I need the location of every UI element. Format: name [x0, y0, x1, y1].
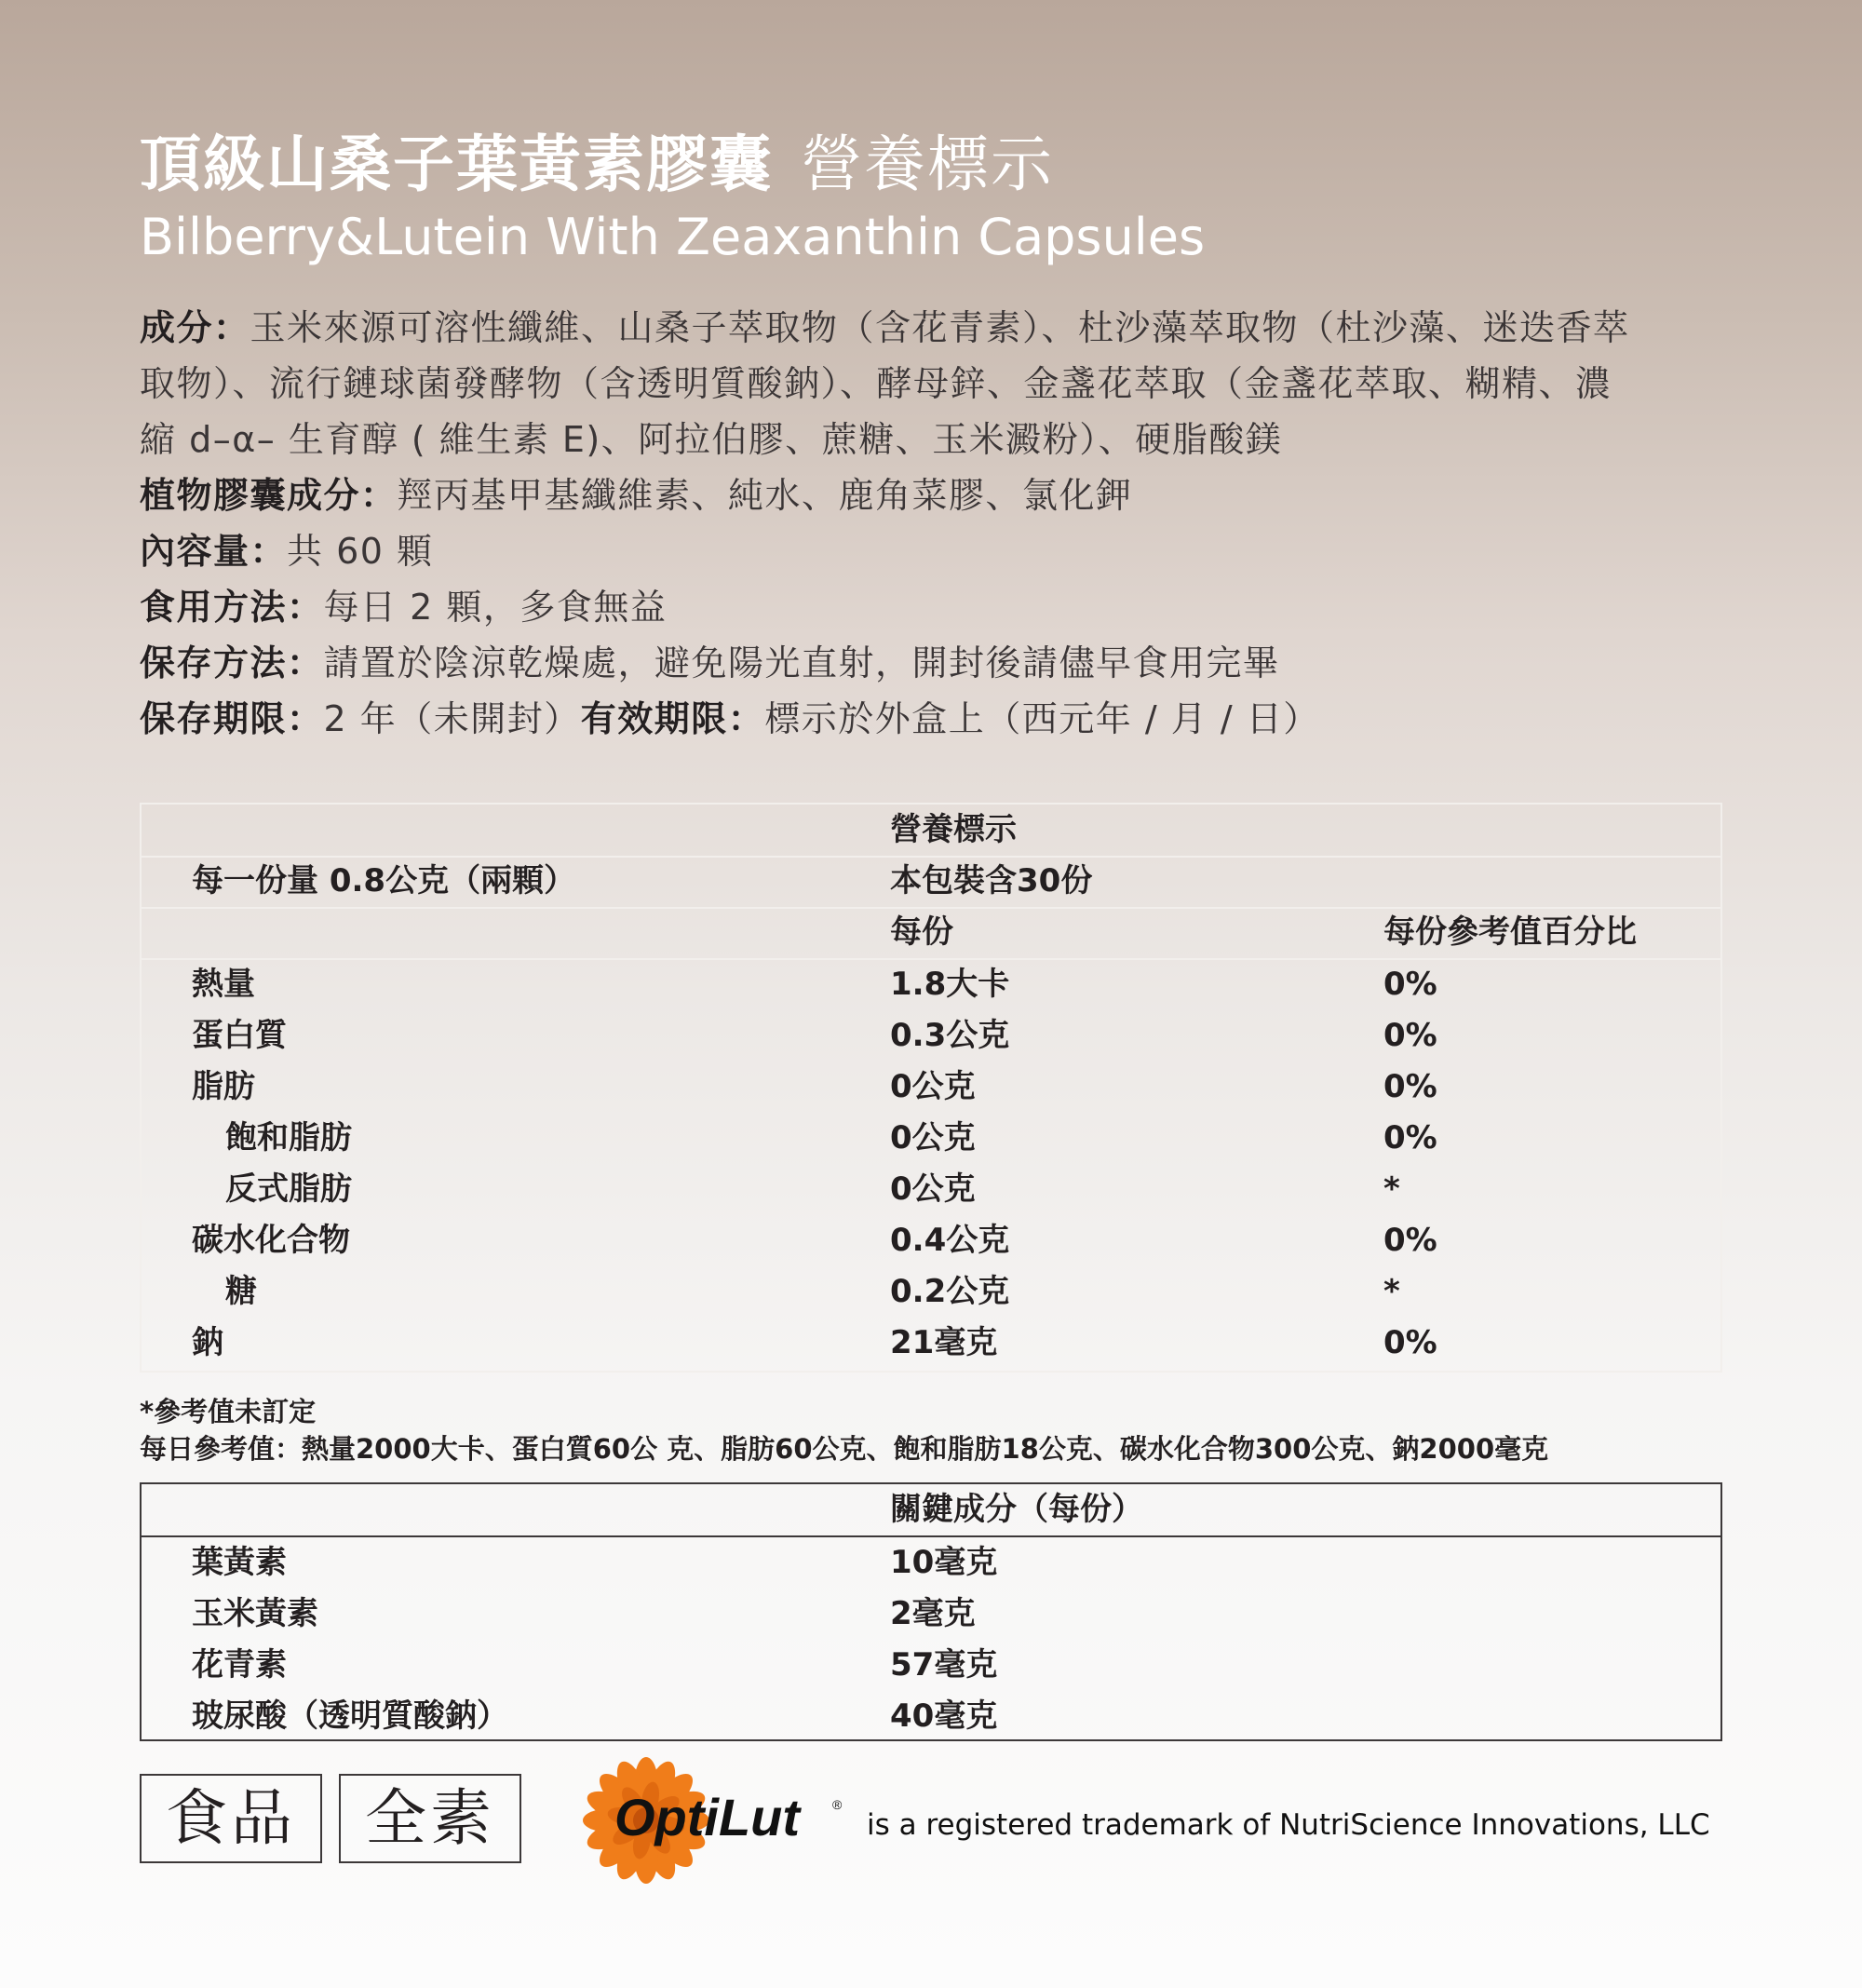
table-row — [142, 959, 1720, 1010]
key-title-row — [142, 1484, 1720, 1535]
ingredients-line-1 — [140, 300, 1732, 356]
table-row — [142, 1113, 1720, 1164]
shelf-value: 2 年（未開封） — [323, 698, 581, 739]
nutrient-name: 鈉 — [192, 1324, 223, 1361]
nutrient-amount: 0公克 — [890, 1068, 976, 1105]
column-header-row — [142, 907, 1720, 958]
nutrient-pct: * — [1383, 1273, 1400, 1310]
nutrient-pct: 0% — [1383, 1017, 1437, 1054]
table-row — [142, 1640, 1720, 1691]
nutrition-title: 營養標示 — [890, 811, 1017, 848]
nutrition-title-row — [142, 805, 1720, 856]
table-row — [142, 1062, 1720, 1113]
logo-registered-mark: ® — [832, 1797, 843, 1812]
table-row — [142, 1266, 1720, 1318]
shelf-label: 保存期限： — [140, 698, 324, 739]
nutrient-amount: 0公克 — [890, 1119, 976, 1156]
storage-row — [140, 635, 1732, 691]
usage-row — [140, 579, 1732, 635]
nutrient-pct: 0% — [1383, 1068, 1437, 1105]
ingredient-name: 玻尿酸（透明質酸鈉） — [192, 1697, 508, 1735]
capsule-label: 植物膠囊成分： — [140, 475, 398, 516]
table-row — [142, 1691, 1720, 1742]
table-row — [142, 1215, 1720, 1266]
nutrient-name: 飽和脂肪 — [225, 1119, 352, 1156]
nutrient-amount: 1.8大卡 — [890, 966, 1010, 1003]
content-value: 共 60 顆 — [287, 531, 434, 572]
nutrient-name: 蛋白質 — [192, 1017, 287, 1054]
table-row — [142, 1589, 1720, 1640]
key-ingredients-table — [140, 1482, 1722, 1741]
nutrient-amount: 0.2公克 — [890, 1273, 1010, 1310]
ingredient-name: 玉米黃素 — [192, 1595, 318, 1632]
nutrient-name: 碳水化合物 — [192, 1222, 350, 1259]
table-row — [142, 1318, 1720, 1369]
title-suffix: 營養標示 — [801, 128, 1054, 200]
nutrient-pct: 0% — [1383, 1222, 1437, 1259]
servings-per-pack: 本包裝含30份 — [890, 862, 1093, 899]
nutrient-name: 糖 — [225, 1273, 257, 1310]
serving-size: 每一份量 0.8公克（兩顆） — [192, 862, 576, 899]
page-title — [140, 123, 1054, 207]
product-name: 頂級山桑子葉黃素膠囊 — [140, 128, 773, 200]
optilut-logo — [579, 1755, 849, 1886]
usage-label: 食用方法： — [140, 587, 324, 628]
nutrient-pct: 0% — [1383, 1324, 1437, 1361]
nutrient-pct: * — [1383, 1170, 1400, 1208]
content-row — [140, 523, 1732, 579]
capsule-value: 羥丙基甲基纖維素、純水、鹿角菜膠、氯化鉀 — [397, 475, 1133, 516]
col-daily-pct: 每份參考值百分比 — [1383, 913, 1637, 951]
logo-text: OptiLut — [614, 1788, 801, 1846]
serving-row — [142, 856, 1720, 907]
col-per-serving: 每份 — [890, 913, 953, 951]
nutrient-pct: 0% — [1383, 1119, 1437, 1156]
ingredient-amount: 57毫克 — [890, 1646, 998, 1684]
ingredient-amount: 10毫克 — [890, 1544, 998, 1581]
food-badge: 食品 — [140, 1774, 322, 1863]
ingredient-amount: 2毫克 — [890, 1595, 976, 1632]
key-title: 關鍵成分（每份） — [890, 1491, 1143, 1528]
nutrient-name: 脂肪 — [192, 1068, 255, 1105]
footnote-star: *參考值未訂定 — [140, 1396, 317, 1427]
nutrient-amount: 0.3公克 — [890, 1017, 1010, 1054]
ingredients-text-1: 玉米來源可溶性纖維、山桑子萃取物（含花青素）、杜沙藻萃取物（杜沙藻、迷迭香萃 — [250, 307, 1630, 348]
capsule-row — [140, 467, 1732, 523]
content-label: 內容量： — [140, 531, 288, 572]
storage-label: 保存方法： — [140, 642, 324, 683]
shelf-life-row — [140, 691, 1732, 747]
vegan-badge: 全素 — [339, 1774, 521, 1863]
expiry-value: 標示於外盒上（西元年 / 月 / 日） — [764, 698, 1320, 739]
table-row — [142, 1537, 1720, 1589]
ingredients-text-3: 縮 d–α– 生育醇 ( 維生素 E)、阿拉伯膠、蔗糖、玉米澱粉）、硬脂酸鎂 — [140, 419, 1283, 460]
nutrient-amount: 0公克 — [890, 1170, 976, 1208]
nutrient-pct: 0% — [1383, 966, 1437, 1003]
product-specs — [140, 300, 1732, 747]
ingredients-label: 成分： — [140, 307, 250, 348]
ingredient-name: 葉黃素 — [192, 1544, 287, 1581]
table-row — [142, 1164, 1720, 1215]
ingredient-name: 花青素 — [192, 1646, 287, 1684]
footnote-daily-values: 每日參考值：熱量2000大卡、蛋白質60公 克、脂肪60公克、飽和脂肪18公克、碳水化合物300公克、鈉2000毫克 — [140, 1433, 1549, 1465]
table-row — [142, 1010, 1720, 1062]
ingredient-amount: 40毫克 — [890, 1697, 998, 1735]
storage-value: 請置於陰涼乾燥處，避免陽光直射，開封後請儘早食用完畢 — [323, 642, 1280, 683]
nutrition-facts-table — [140, 803, 1722, 1373]
nutrient-amount: 0.4公克 — [890, 1222, 1010, 1259]
english-product-name: Bilberry&Lutein With Zeaxanthin Capsules — [140, 208, 1206, 266]
nutrient-name: 反式脂肪 — [225, 1170, 352, 1208]
trademark-notice: is a registered trademark of NutriScience Innovations, LLC — [867, 1808, 1710, 1842]
expiry-label: 有效期限： — [580, 698, 765, 739]
usage-value: 每日 2 顆，多食無益 — [323, 587, 668, 628]
ingredients-text-2: 取物）、流行鏈球菌發酵物（含透明質酸鈉）、酵母鋅、金盞花萃取（金盞花萃取、糊精、濃 — [140, 363, 1612, 404]
marigold-flower-icon — [579, 1755, 849, 1886]
nutrient-name: 熱量 — [192, 966, 255, 1003]
nutrient-amount: 21毫克 — [890, 1324, 998, 1361]
